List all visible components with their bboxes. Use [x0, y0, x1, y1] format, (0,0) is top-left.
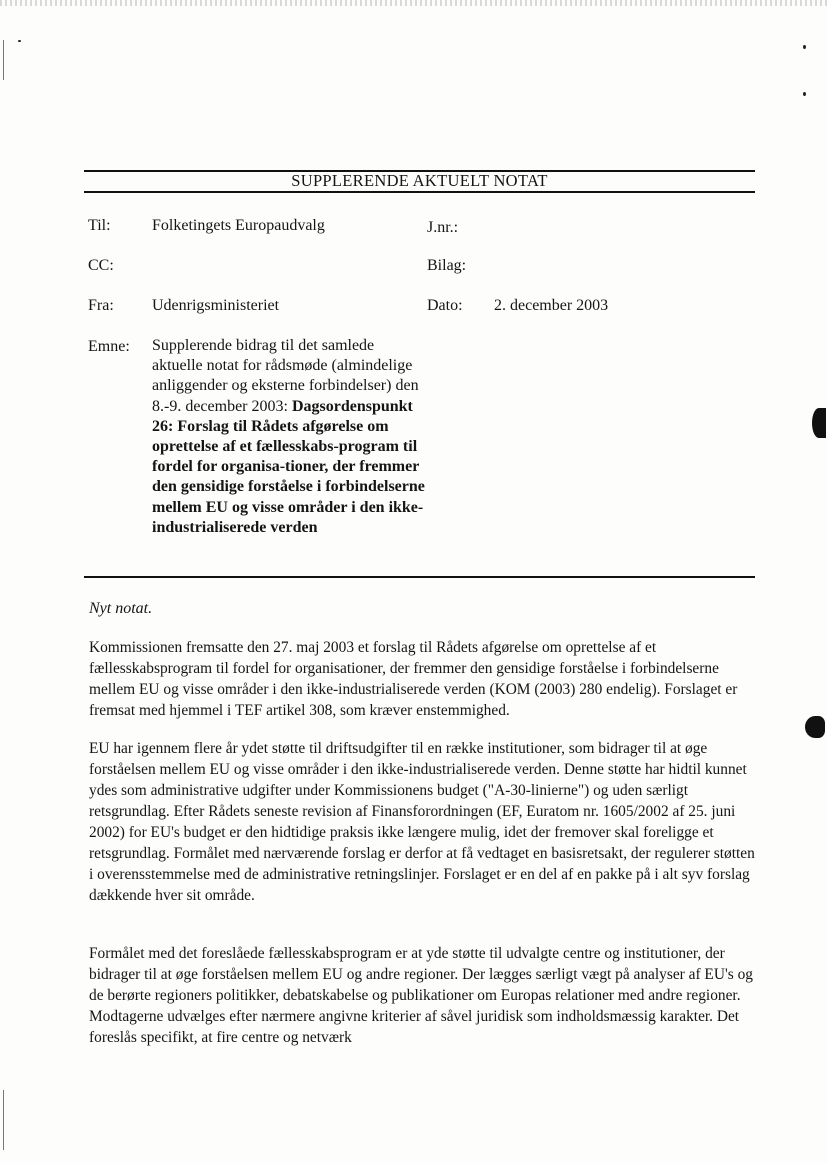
date-label: Dato:: [427, 297, 463, 314]
subject-plain: Supplerende bidrag til det samlede aktuelle notat for rådsmøde (almindelige anliggender og eksterne forbindelser) den 8.-9. december 2003:: [152, 337, 419, 415]
cc-label: CC:: [88, 257, 114, 274]
body-paragraph-1: Kommissionen fremsatte den 27. maj 2003 et forslag til Rådets afgørelse om oprettelse af et fællesskabsprogram til fordel for organisationer, der fremmer den gensidige forståelse i forbindelserne mellem EU og visse områder i den ikke-industrialiserede verden (KOM (2003) 280 endelig). Forslaget er fremsat med hjemmel i TEF artikel 308, som kræver enstemmighed.: [89, 639, 738, 719]
scan-margin-line: [3, 40, 4, 80]
scan-margin-line: [3, 1090, 4, 1150]
body-paragraph-2: EU har igennem flere år ydet støtte til driftsudgifter til en række institutioner, som bidrager til at øge forståelsen mellem EU og visse områder i den ikke-industrialiserede verden. Denne støtte har hidtil kunnet ydes som administrative udgifter under Kommissionens budget ("A-30-linierne") og uden særligt retsgrundlag. Efter Rådets seneste revision af Finansforordningen (EF, Euratom nr. 1605/2002 af 25. juni 2002) for EU's budget er den hidtidige praksis ikke længere mulig, idet der fremover skal foreligge et retsgrundlag. Formålet med nærværende forslag er derfor at få vedtaget en basisretsakt, der regulerer støtten i overensstemmelse med de administrative retningslinjer. Forslaget er en del af en pakke på i alt syv forslag dækkende hver sit område.: [89, 740, 755, 904]
new-note-label: Nyt notat.: [89, 600, 153, 617]
attachment-label: Bilag:: [427, 257, 467, 274]
memo-title: SUPPLERENDE AKTUELT NOTAT: [291, 171, 548, 190]
subject-bottom-rule: [84, 576, 755, 578]
to-label: Til:: [88, 217, 111, 234]
body-paragraph-3: Formålet med det foreslåede fællesskabsprogram er at yde støtte til udvalgte centre og institutioner, der bidrager til at øge forståelsen mellem EU og andre regioner. Der lægges særligt vægt på analyser af EU's og de berørte regioners politikker, debatskabelse og publikationer om Europas relationer med andre regioner. Modtagerne udvælges efter nærmere angivne kriterier af såvel juridisk som indholdsmæssig karakter. Det foreslås specifikt, at fire centre og netværk: [89, 945, 753, 1046]
punch-hole-mark: [812, 408, 826, 438]
scan-speck: [803, 92, 806, 96]
scan-speck: [18, 40, 21, 42]
header-bottom-rule: [84, 191, 755, 193]
subject-bold: Dagsordenspunkt 26: Forslag til Rådets afgørelse om oprettelse af et fællesskabs-program til fordel for organisa-tioner, der fremmer den gensidige forståelse i forbindelserne mellem EU og visse områder i den ikke-industrialiserede verden: [152, 397, 425, 536]
from-label: Fra:: [88, 297, 114, 314]
subject-label: Emne:: [88, 338, 130, 355]
date-value: 2. december 2003: [494, 297, 609, 314]
scan-speck: [803, 45, 806, 49]
punch-hole-mark: [805, 716, 825, 738]
subject-text: [152, 336, 427, 538]
from-value: Udenrigsministeriet: [152, 297, 280, 314]
scan-artifact-top: [0, 0, 827, 6]
to-value: Folketingets Europaudvalg: [152, 217, 325, 234]
journal-label: J.nr.:: [427, 219, 459, 236]
